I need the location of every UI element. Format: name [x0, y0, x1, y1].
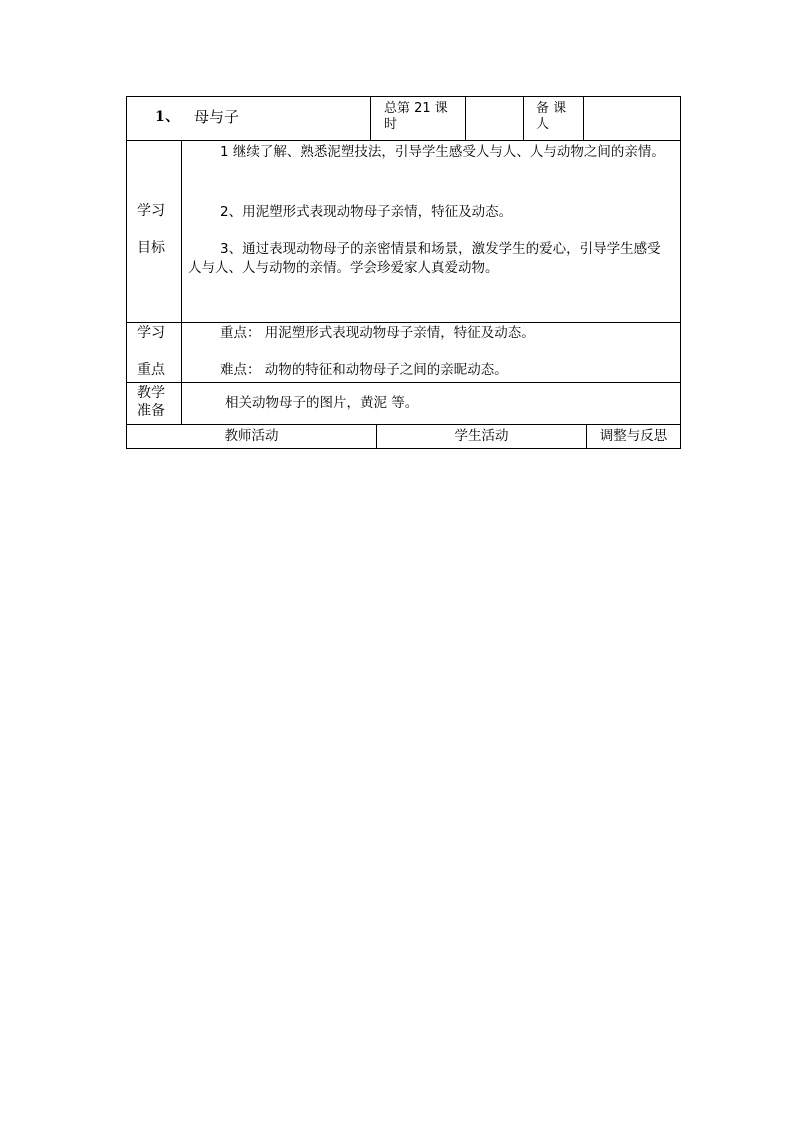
student-activity-header: 学生活动 — [454, 428, 509, 444]
adjust-reflect-header-cell — [587, 425, 681, 449]
preparation-label-line1: 教学 — [137, 385, 165, 401]
lesson-title-cell — [127, 97, 371, 141]
difficulty-point: 难点： 动物的特征和动物母子之间的亲昵动态。 — [220, 362, 508, 378]
objective-item-3: 3、通过表现动物母子的亲密情景和场景，激发学生的爱心，引导学生感受人与人、人与动物的亲情。学会珍爱家人真爱动物。 — [188, 241, 661, 276]
teacher-activity-header: 教师活动 — [224, 428, 279, 444]
student-activity-header-cell — [377, 425, 587, 449]
focus-point: 重点： 用泥塑形式表现动物母子亲情，特征及动态。 — [220, 325, 535, 341]
teacher-activity-header-cell — [127, 425, 377, 449]
preparation-label-cell — [127, 383, 182, 425]
objectives-label-cell — [127, 141, 182, 323]
total-lesson-label-cell — [371, 97, 466, 141]
objectives-content-cell — [182, 141, 681, 323]
lesson-title: 母与子 — [194, 108, 240, 126]
adjust-reflect-header: 调整与反思 — [599, 428, 668, 444]
objectives-label-line2: 目标 — [137, 240, 165, 256]
objective-item-1: 1 继续了解、熟悉泥塑技法，引导学生感受人与人、人与动物之间的亲情。 — [220, 144, 665, 160]
objectives-label-line1: 学习 — [137, 203, 165, 219]
preparation-label-line2: 准备 — [137, 403, 165, 419]
lesson-plan-table — [126, 96, 681, 449]
total-lesson-value-cell — [466, 97, 524, 141]
preparer-label-line2: 人 — [536, 117, 550, 132]
preparation-content-cell — [182, 383, 681, 425]
objective-item-2: 2、用泥塑形式表现动物母子亲情，特征及动态。 — [220, 204, 513, 220]
preparer-label-line1: 备 课 — [536, 101, 567, 116]
key-points-label-line2: 重点 — [137, 362, 165, 378]
key-points-content-cell — [182, 323, 681, 383]
preparer-value-cell — [584, 97, 681, 141]
preparation-content: 相关动物母子的图片，黄泥 等。 — [225, 395, 419, 411]
key-points-label-cell — [127, 323, 182, 383]
key-points-label-line1: 学习 — [137, 325, 165, 341]
total-lesson-label-line1: 总第 21 课 — [384, 101, 448, 116]
preparer-label-cell — [524, 97, 584, 141]
lesson-number: 1、 — [155, 109, 180, 125]
total-lesson-label-line2: 时 — [384, 117, 398, 132]
